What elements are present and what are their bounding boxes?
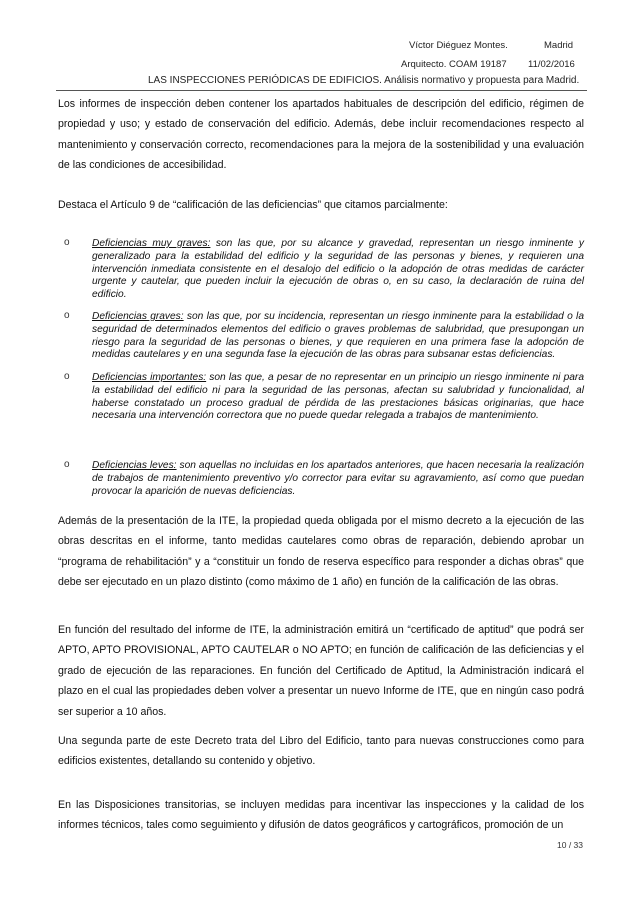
deficiency-definition: son aquellas no incluidas en los apartados anteriores, que hacen necesaria la realización de trabajos de mantenimiento preventivo y/o corrector para evitar su agravamiento, así como que puedan provocar la aparición de nuevas deficiencias. <box>92 460 584 497</box>
header-role: Arquitecto. COAM 19187 <box>401 59 507 70</box>
bullet-icon: o <box>64 371 70 382</box>
paragraph-ite-obligations: Además de la presentación de la ITE, la propiedad queda obligada por el mismo decreto a la ejecución de las obras descritas en el informe, tanto medidas cautelares como obras de reparación, debiendo aprobar un “programa de rehabilitación” y a “constituir un fondo de reserva específico para responder a dichas obras” que debe ser ejecutado en un plazo distinto (como máximo de 1 año) en función de la calificación de las obras. <box>58 515 584 589</box>
deficiency-definition: son las que, por su alcance y gravedad, representan un riesgo inminente y generalizado para la estabilidad del edificio y la seguridad de las personas y bienes, y requieren una intervención inmediata consistente en el desalojo del edificio o la adopción de otras medidas de carácter urgente y cautelar, que pueden incluir la ejecución de obras o, en su caso, la declaración de ruina del edificio. <box>92 238 584 301</box>
deficiency-definition: son las que, a pesar de no representar en un principio un riesgo inminente ni para la estabilidad del edificio ni para la seguridad de las personas, afectan su salubridad y funcionalidad, al haberse constatado un proceso gradual de pérdida de las prestaciones básicas originarias, que hace necesaria una intervención correctora que no puede quedar relegada a trabajos de mantenimiento. <box>92 372 584 422</box>
page-number: 10 / 33 <box>557 840 583 850</box>
deficiency-text <box>92 311 584 362</box>
header-title: LAS INSPECCIONES PERIÓDICAS DE EDIFICIOS. Análisis normativo y propuesta para Madrid. <box>148 75 580 86</box>
deficiency-term: Deficiencias leves: <box>92 460 177 471</box>
paragraph-certificate-of-aptitude: En función del resultado del informe de ITE, la administración emitirá un “certificado de aptitud” que podrá ser APTO, APTO PROVISIONAL, APTO CAUTELAR o NO APTO; en función de calificación de las deficiencias y el grado de ejecución de las reparaciones. En función del Certificado de Aptitud, la Administración indicará el plazo en el cual las propiedades deben volver a presentar un nuevo Informe de ITE, que en ningún caso podrá ser superior a 10 años. <box>58 624 584 718</box>
bullet-icon: o <box>64 237 70 248</box>
bullet-icon: o <box>64 310 70 321</box>
deficiency-text <box>92 238 584 302</box>
header-city: Madrid <box>544 40 574 51</box>
header-author: Víctor Diéguez Montes. <box>409 40 508 51</box>
deficiency-term: Deficiencias graves: <box>92 311 184 322</box>
paragraph-building-book: Una segunda parte de este Decreto trata del Libro del Edificio, tanto para nuevas construcciones como para edificios existentes, detallando su contenido y objetivo. <box>58 735 584 768</box>
deficiency-term: Deficiencias importantes: <box>92 372 207 383</box>
deficiency-term: Deficiencias muy graves: <box>92 238 211 249</box>
paragraph-transitional-provisions: En las Disposiciones transitorias, se incluyen medidas para incentivar las inspecciones y la calidad de los informes técnicos, tales como seguimiento y difusión de datos geográficos y cartográficos, promoción de un <box>58 799 584 832</box>
deficiency-text <box>92 460 584 498</box>
bullet-icon: o <box>64 459 70 470</box>
header-divider <box>56 90 587 91</box>
deficiency-text <box>92 372 584 423</box>
paragraph-report-contents: Los informes de inspección deben contener los apartados habituales de descripción del edificio, régimen de propiedad y uso; y estado de conservación del edificio. Además, debe incluir recomendaciones respecto al mantenimiento y conservación correcto, recomendaciones para la mejora de la sostenibilidad y una evaluación de las condiciones de accesibilidad. <box>58 98 584 172</box>
paragraph-article-9-intro: Destaca el Artículo 9 de “calificación de las deficiencias” que citamos parcialmente: <box>58 199 448 211</box>
header-date: 11/02/2016 <box>528 59 575 70</box>
deficiency-definition: son las que, por su incidencia, representan un riesgo inminente para la estabilidad o la seguridad de determinados elementos del edificio o graves problemas de salubridad, que presupongan un riesgo para la seguridad de las personas o bienes, y que requieren en una primera fase la adopción de medidas cautelares y en una segunda fase la ejecución de las obras para subsanar estas deficiencias. <box>92 311 584 361</box>
